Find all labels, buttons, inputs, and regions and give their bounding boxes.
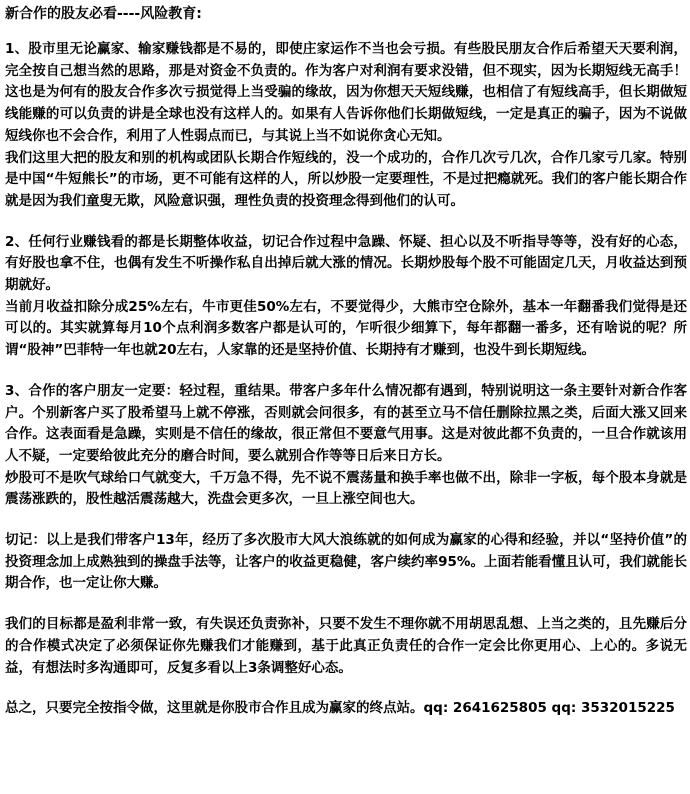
paragraph-1-risk-short-term: 1、股市里无论赢家、输家赚钱都是不易的，即使庄家运作不当也会亏损。有些股民朋友合作后希望天天要利润，完全按自己想当然的思路，那是对资金不负责的。作为客户对利润有要求没错，但不现实，因为长期短线无高手！这也是为何有的股友合作多次亏损觉得上当受骗的缘故，因为你想天天短线赚，也相信了有短线高手，但长期做短线能赚的可以负责的讲是全球也没有这样人的。如果有人告诉你他们长期做短线，一定是真正的骗子，因为不说做短线你也不会合作，利用了人性弱点而已，与其说上当不如说你贪心无知。 <box>5 41 687 144</box>
paragraph-remember: 切记：以上是我们带客户13年，经历了多次股市大风大浪练就的如何成为赢家的心得和经验，并以“坚持价值”的投资理念加上成熟独到的操盘手法等，让客户的收益更稳健，客户续约率95%。上面若能看懂且认可，我们就能长期合作，也一定让你大赚。 <box>5 532 687 592</box>
paragraph-2b-monthly-returns: 当前月收益扣除分成25%左右，牛市更佳50%左右，不要觉得少，大熊市空仓除外，基本一年翻番我们觉得是还可以的。其实就算每月10个点利润多数客户都是认可的，乍听很少细算下，每年都翻一番多，还有啥说的呢？所谓“股神”巴菲特一年也就20左右，人家靠的还是坚持价值、长期持有才赚到，也没牛到长期短线。 <box>5 298 687 359</box>
paragraph-1b-long-term-cooperation: 我们这里大把的股友和别的机构或团队长期合作短线的，没一个成功的，合作几次亏几次，合作几家亏几家。特别是中国“牛短熊长”的市场，更不可能有这样的人，所以炒股一定要理性，不是过把瘾就死。我们的客户能长期合作就是因为我们童叟无欺，风险意识强，理性负责的投资理念得到他们的认可。 <box>5 149 687 209</box>
section-gap <box>5 595 687 614</box>
document-title: 新合作的股友必看----风险教育: <box>5 6 202 22</box>
paragraph-3-process-vs-result: 3、合作的客户朋友一定要：轻过程，重结果。带客户多年什么情况都有遇到，特别说明这一条主要针对新合作客户。个别新客户买了股希望马上就不停涨，否则就会问很多，有的甚至立马不信任删除拉黑之类，后面大涨又回来合作。这表面看是急躁，实则是不信任的缘故，很正常但不要意气用事。这是对彼此都不负责的，一旦合作就该用人不疑，一定要给彼此充分的磨合时间，要么就别合作等等日后来日方长。 <box>5 382 687 464</box>
section-gap <box>5 511 687 530</box>
section-gap <box>5 213 687 232</box>
section-gap <box>5 362 687 381</box>
paragraph-3b-patience: 炒股可不是吹气球给口气就变大，千万急不得，先不说不震荡量和换手率也做不出，除非一字板，每个股本身就是震荡涨跌的，股性越活震荡越大，洗盘会更多次，一旦上涨空间也大。 <box>5 469 687 508</box>
paragraph-summary-contact: 总之，只要完全按指令做，这里就是你股市合作且成为赢家的终点站。qq: 2641625805 qq: 3532015225 <box>5 700 675 717</box>
section-gap <box>5 679 687 698</box>
paragraph-goal: 我们的目标都是盈利非常一致，有失误还负责弥补，只要不发生不理你就不用胡思乱想、上当之类的，且先赚后分的合作模式决定了必须保证你先赚我们才能赚到，基于此真正负责任的合作一定会比你更用心、上心的。多说无益，有想法时多沟通即可，反复多看以上3条调整好心态。 <box>5 616 687 676</box>
document-page <box>5 3 687 720</box>
paragraph-2-long-term-returns: 2、任何行业赚钱看的都是长期整体收益，切记合作过程中急躁、怀疑、担心以及不听指导等等，没有好的心态，有好股也拿不住，也偶有发生不听操作私自出掉后就大涨的情况。长期炒股每个股不可能固定几天，月收益达到预期就好。 <box>5 233 687 294</box>
